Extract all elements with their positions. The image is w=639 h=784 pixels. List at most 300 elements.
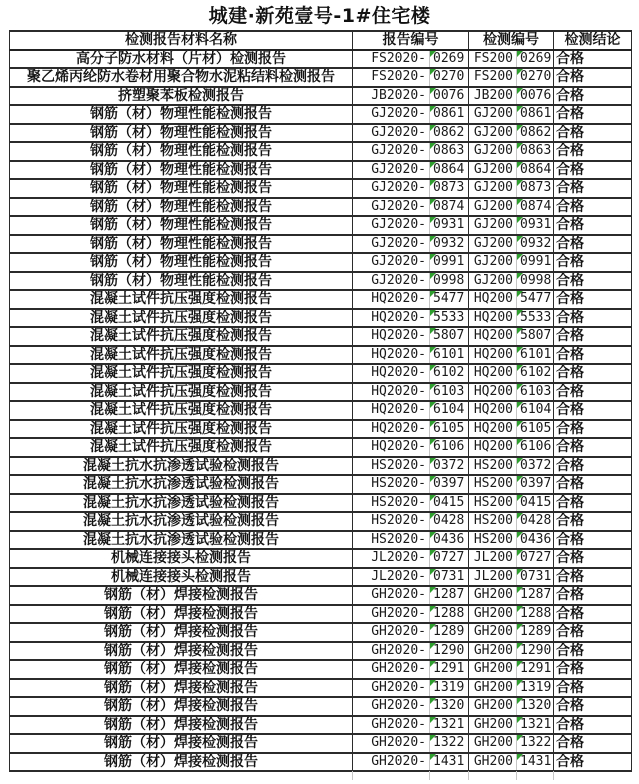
report-no-prefix-cell[interactable]: HS2020- <box>353 475 430 494</box>
report-no-prefix-cell[interactable]: GH2020- <box>353 734 430 753</box>
report-no-suffix-text: 1319 <box>433 679 465 695</box>
material-name-cell[interactable]: 钢筋（材）物理性能检测报告 <box>10 161 353 180</box>
result-cell[interactable]: 合格 <box>554 383 632 402</box>
test-no-suffix-text: 5807 <box>520 328 552 343</box>
report-no-prefix-cell[interactable]: GJ2020- <box>353 198 430 217</box>
report-no-prefix-cell[interactable]: JL2020- <box>353 549 430 568</box>
material-name-cell[interactable]: 混凝土试件抗压强度检测报告 <box>10 383 353 402</box>
test-no-suffix-cell[interactable] <box>517 253 554 272</box>
report-no-suffix-cell[interactable] <box>430 235 469 254</box>
test-no-suffix-text: 0428 <box>520 513 552 528</box>
error-indicator-icon <box>430 606 436 612</box>
report-no-prefix-cell[interactable]: HQ2020- <box>353 309 430 328</box>
report-no-suffix-cell[interactable] <box>430 438 469 457</box>
material-name-cell[interactable]: 混凝土抗水抗渗透试验检测报告 <box>10 475 353 494</box>
report-no-suffix-cell[interactable] <box>430 87 469 106</box>
material-name-cell[interactable]: 钢筋（材）物理性能检测报告 <box>10 216 353 235</box>
test-no-prefix-cell[interactable]: GJ200 <box>469 253 517 272</box>
test-no-prefix-cell[interactable]: GH200 <box>469 660 517 679</box>
test-no-suffix-cell[interactable] <box>517 549 554 568</box>
report-no-suffix-cell[interactable] <box>430 346 469 365</box>
error-indicator-icon <box>430 365 436 371</box>
result-cell[interactable]: 合格 <box>554 364 632 383</box>
report-no-suffix-cell[interactable] <box>430 179 469 198</box>
result-cell[interactable]: 合格 <box>554 105 632 124</box>
test-no-suffix-cell[interactable] <box>517 383 554 402</box>
result-cell[interactable]: 合格 <box>554 50 632 69</box>
report-no-suffix-cell[interactable] <box>430 716 469 735</box>
result-cell[interactable]: 合格 <box>554 716 632 735</box>
test-no-prefix-cell[interactable]: GJ200 <box>469 142 517 161</box>
test-no-prefix-cell[interactable]: GJ200 <box>469 272 517 291</box>
test-no-suffix-text: 0270 <box>520 69 552 84</box>
material-name-cell[interactable]: 钢筋（材）物理性能检测报告 <box>10 124 353 143</box>
result-cell[interactable]: 合格 <box>554 457 632 476</box>
report-no-suffix-text: 1289 <box>433 624 465 639</box>
test-no-suffix-cell[interactable] <box>517 438 554 457</box>
report-no-suffix-cell[interactable] <box>430 105 469 124</box>
report-no-prefix-cell[interactable]: HQ2020- <box>353 401 430 420</box>
test-no-prefix-cell[interactable]: HS200 <box>469 531 517 550</box>
test-no-suffix-text: 0931 <box>520 217 552 232</box>
test-no-suffix-cell[interactable] <box>517 531 554 550</box>
material-name-cell[interactable]: 聚乙烯丙纶防水卷材用聚合物水泥粘结料检测报告 <box>10 68 353 87</box>
report-no-suffix-cell[interactable] <box>430 457 469 476</box>
report-no-prefix-cell[interactable]: HQ2020- <box>353 383 430 402</box>
col-header-test-no[interactable]: 检测编号 <box>469 31 554 50</box>
test-no-suffix-cell[interactable] <box>517 494 554 513</box>
test-no-suffix-cell[interactable] <box>517 623 554 642</box>
report-no-prefix-cell[interactable]: GJ2020- <box>353 253 430 272</box>
report-no-suffix-text: 6105 <box>433 420 465 436</box>
test-no-prefix-cell[interactable]: HQ200 <box>469 438 517 457</box>
test-no-suffix-cell[interactable] <box>517 660 554 679</box>
report-no-suffix-cell[interactable] <box>430 290 469 309</box>
test-no-prefix-cell[interactable]: GH200 <box>469 716 517 735</box>
test-no-prefix-cell[interactable]: GJ200 <box>469 235 517 254</box>
test-no-suffix-cell[interactable] <box>517 50 554 69</box>
material-name-cell[interactable]: 混凝土试件抗压强度检测报告 <box>10 420 353 439</box>
table-row <box>10 660 632 679</box>
result-cell[interactable]: 合格 <box>554 179 632 198</box>
report-no-prefix-cell[interactable]: HQ2020- <box>353 290 430 309</box>
error-indicator-icon <box>430 569 436 575</box>
result-cell[interactable]: 合格 <box>554 272 632 291</box>
result-cell[interactable]: 合格 <box>554 87 632 106</box>
report-no-prefix-cell[interactable]: GH2020- <box>353 623 430 642</box>
report-no-prefix-cell[interactable]: HS2020- <box>353 512 430 531</box>
test-no-suffix-cell[interactable] <box>517 475 554 494</box>
error-indicator-icon <box>517 476 523 482</box>
result-cell[interactable]: 合格 <box>554 420 632 439</box>
test-no-suffix-cell[interactable] <box>517 105 554 124</box>
error-indicator-icon <box>430 328 436 334</box>
material-name-cell[interactable]: 钢筋（材）焊接检测报告 <box>10 605 353 624</box>
test-no-suffix-cell[interactable] <box>517 679 554 698</box>
report-no-prefix-cell[interactable]: GH2020- <box>353 660 430 679</box>
result-cell[interactable]: 合格 <box>554 216 632 235</box>
material-name-cell[interactable]: 机械连接接头检测报告 <box>10 549 353 568</box>
test-no-prefix-cell[interactable]: JL200 <box>469 568 517 587</box>
test-no-prefix-cell[interactable]: GJ200 <box>469 179 517 198</box>
result-cell[interactable]: 合格 <box>554 253 632 272</box>
error-indicator-icon <box>430 458 436 464</box>
result-cell[interactable]: 合格 <box>554 327 632 346</box>
table-row <box>10 253 632 272</box>
test-no-suffix-cell[interactable] <box>517 124 554 143</box>
report-no-suffix-cell[interactable] <box>430 401 469 420</box>
test-no-prefix-cell[interactable]: GJ200 <box>469 105 517 124</box>
test-no-prefix-cell[interactable]: FS200 <box>469 50 517 69</box>
result-cell[interactable]: 合格 <box>554 531 632 550</box>
result-cell[interactable]: 合格 <box>554 568 632 587</box>
report-no-suffix-cell[interactable] <box>430 420 469 439</box>
test-no-prefix-cell[interactable]: FS200 <box>469 68 517 87</box>
error-indicator-icon <box>430 347 436 353</box>
test-no-suffix-text: 5477 <box>520 291 552 306</box>
test-no-prefix-cell[interactable]: GH200 <box>469 753 517 772</box>
test-no-prefix-cell[interactable]: GH200 <box>469 697 517 716</box>
result-cell[interactable]: 合格 <box>554 161 632 180</box>
material-name-cell[interactable]: 钢筋（材）焊接检测报告 <box>10 753 353 772</box>
table-row <box>10 68 632 87</box>
test-no-suffix-cell[interactable] <box>517 457 554 476</box>
result-cell[interactable]: 合格 <box>554 697 632 716</box>
material-name-cell[interactable]: 机械连接接头检测报告 <box>10 568 353 587</box>
result-cell[interactable]: 合格 <box>554 198 632 217</box>
report-no-prefix-cell[interactable]: GH2020- <box>353 605 430 624</box>
material-name-cell[interactable]: 高分子防水材料（片材）检测报告 <box>10 50 353 69</box>
test-no-suffix-cell[interactable] <box>517 420 554 439</box>
material-name-cell[interactable]: 混凝土试件抗压强度检测报告 <box>10 309 353 328</box>
error-indicator-icon <box>517 88 523 94</box>
test-no-prefix-cell[interactable]: HS200 <box>469 475 517 494</box>
report-no-suffix-text: 1290 <box>433 642 465 658</box>
error-indicator-icon <box>517 550 523 556</box>
report-no-prefix-cell[interactable]: HS2020- <box>353 531 430 550</box>
report-no-suffix-cell[interactable] <box>430 512 469 531</box>
test-no-suffix-cell[interactable] <box>517 734 554 753</box>
result-cell[interactable]: 合格 <box>554 660 632 679</box>
report-no-prefix-cell[interactable]: GJ2020- <box>353 235 430 254</box>
result-cell[interactable]: 合格 <box>554 549 632 568</box>
table-row <box>10 512 632 531</box>
error-indicator-icon <box>430 199 436 205</box>
result-cell[interactable]: 合格 <box>554 586 632 605</box>
test-no-suffix-cell[interactable] <box>517 290 554 309</box>
report-no-prefix-cell[interactable]: HQ2020- <box>353 438 430 457</box>
test-no-prefix-cell[interactable]: GJ200 <box>469 124 517 143</box>
material-name-cell[interactable]: 混凝土试件抗压强度检测报告 <box>10 327 353 346</box>
result-cell[interactable]: 合格 <box>554 235 632 254</box>
test-no-prefix-cell[interactable]: HQ200 <box>469 309 517 328</box>
material-name-cell[interactable]: 钢筋（材）焊接检测报告 <box>10 679 353 698</box>
test-no-prefix-cell[interactable]: HS200 <box>469 494 517 513</box>
test-no-prefix-cell[interactable]: HQ200 <box>469 327 517 346</box>
report-no-suffix-text: 0731 <box>433 568 465 584</box>
test-no-suffix-cell[interactable] <box>517 346 554 365</box>
table-row <box>10 87 632 106</box>
test-no-prefix-cell[interactable]: GJ200 <box>469 198 517 217</box>
material-name-cell[interactable]: 钢筋（材）物理性能检测报告 <box>10 105 353 124</box>
result-cell[interactable]: 合格 <box>554 753 632 772</box>
test-no-prefix-cell[interactable]: GH200 <box>469 623 517 642</box>
report-no-suffix-cell[interactable] <box>430 660 469 679</box>
error-indicator-icon <box>430 439 436 445</box>
report-no-prefix-cell[interactable]: FS2020- <box>353 68 430 87</box>
result-cell[interactable]: 合格 <box>554 623 632 642</box>
test-no-suffix-text: 0436 <box>520 531 552 547</box>
test-no-suffix-cell[interactable] <box>517 235 554 254</box>
test-no-prefix-cell[interactable]: HQ200 <box>469 346 517 365</box>
report-no-suffix-cell[interactable] <box>430 549 469 568</box>
error-indicator-icon <box>430 291 436 297</box>
test-no-prefix-cell[interactable]: GH200 <box>469 605 517 624</box>
material-name-cell[interactable]: 钢筋（材）焊接检测报告 <box>10 642 353 661</box>
test-no-suffix-text: 0731 <box>520 568 552 584</box>
material-name-cell[interactable]: 混凝土抗水抗渗透试验检测报告 <box>10 531 353 550</box>
test-no-prefix-cell[interactable]: HQ200 <box>469 420 517 439</box>
test-no-suffix-cell[interactable] <box>517 716 554 735</box>
page-title: 城建·新苑壹号-1#住宅楼 <box>208 5 431 27</box>
error-indicator-icon <box>430 273 436 279</box>
report-no-suffix-cell[interactable] <box>430 475 469 494</box>
report-no-suffix-text: 6102 <box>433 365 465 380</box>
test-no-suffix-cell[interactable] <box>517 642 554 661</box>
report-no-prefix-cell[interactable]: HQ2020- <box>353 327 430 346</box>
result-cell[interactable]: 合格 <box>554 290 632 309</box>
test-no-suffix-cell[interactable] <box>517 68 554 87</box>
material-name-cell[interactable]: 混凝土试件抗压强度检测报告 <box>10 438 353 457</box>
report-no-suffix-cell[interactable] <box>430 568 469 587</box>
result-cell[interactable]: 合格 <box>554 124 632 143</box>
material-name-cell[interactable]: 混凝土试件抗压强度检测报告 <box>10 401 353 420</box>
error-indicator-icon <box>517 384 523 390</box>
test-no-suffix-cell[interactable] <box>517 697 554 716</box>
report-no-suffix-text: 1291 <box>433 661 465 676</box>
table-row <box>10 198 632 217</box>
report-no-suffix-cell[interactable] <box>430 272 469 291</box>
test-no-prefix-cell[interactable]: JB200 <box>469 87 517 106</box>
test-no-suffix-cell[interactable] <box>517 179 554 198</box>
result-cell[interactable]: 合格 <box>554 142 632 161</box>
report-no-prefix-cell[interactable]: GH2020- <box>353 697 430 716</box>
report-no-prefix-cell[interactable]: GH2020- <box>353 716 430 735</box>
material-name-cell[interactable]: 钢筋（材）物理性能检测报告 <box>10 235 353 254</box>
test-no-suffix-cell[interactable] <box>517 87 554 106</box>
material-name-cell[interactable]: 钢筋（材）焊接检测报告 <box>10 660 353 679</box>
table-row <box>10 605 632 624</box>
material-name-cell[interactable]: 钢筋（材）物理性能检测报告 <box>10 142 353 161</box>
test-no-suffix-text: 0397 <box>520 476 552 491</box>
error-indicator-icon <box>517 643 523 649</box>
test-no-prefix-cell[interactable]: JL200 <box>469 549 517 568</box>
error-indicator-icon <box>430 254 436 260</box>
test-no-prefix-cell[interactable]: HS200 <box>469 512 517 531</box>
report-no-suffix-text: 0436 <box>433 531 465 547</box>
report-no-prefix-cell[interactable]: HQ2020- <box>353 364 430 383</box>
test-no-suffix-cell[interactable] <box>517 605 554 624</box>
material-name-cell[interactable]: 混凝土试件抗压强度检测报告 <box>10 346 353 365</box>
report-no-prefix-cell[interactable]: GJ2020- <box>353 216 430 235</box>
report-no-suffix-cell[interactable] <box>430 734 469 753</box>
test-no-prefix-cell[interactable]: HQ200 <box>469 364 517 383</box>
report-no-prefix-cell[interactable]: GJ2020- <box>353 142 430 161</box>
result-cell[interactable]: 合格 <box>554 642 632 661</box>
error-indicator-icon <box>430 680 436 686</box>
report-no-suffix-cell[interactable] <box>430 253 469 272</box>
material-name-cell[interactable]: 混凝土抗水抗渗透试验检测报告 <box>10 512 353 531</box>
report-no-suffix-cell[interactable] <box>430 586 469 605</box>
report-no-suffix-text: 5807 <box>433 328 465 343</box>
test-no-suffix-text: 6101 <box>520 346 552 362</box>
gridline-stub <box>429 771 430 780</box>
report-no-suffix-text: 0269 <box>433 50 465 66</box>
report-no-suffix-cell[interactable] <box>430 753 469 772</box>
report-no-prefix-cell[interactable]: GH2020- <box>353 753 430 772</box>
error-indicator-icon <box>517 569 523 575</box>
test-no-suffix-cell[interactable] <box>517 309 554 328</box>
test-no-suffix-text: 0932 <box>520 235 552 251</box>
report-no-suffix-cell[interactable] <box>430 142 469 161</box>
report-no-prefix-cell[interactable]: GH2020- <box>353 642 430 661</box>
report-no-prefix-cell[interactable]: JL2020- <box>353 568 430 587</box>
test-no-prefix-cell[interactable]: HQ200 <box>469 290 517 309</box>
report-no-suffix-cell[interactable] <box>430 383 469 402</box>
test-no-prefix-cell[interactable]: GJ200 <box>469 216 517 235</box>
report-no-prefix-cell[interactable]: JB2020- <box>353 87 430 106</box>
result-cell[interactable]: 合格 <box>554 309 632 328</box>
report-no-suffix-cell[interactable] <box>430 50 469 69</box>
test-no-suffix-text: 5533 <box>520 309 552 325</box>
report-no-prefix-cell[interactable]: HS2020- <box>353 457 430 476</box>
report-no-suffix-cell[interactable] <box>430 364 469 383</box>
report-no-suffix-cell[interactable] <box>430 679 469 698</box>
result-cell[interactable]: 合格 <box>554 734 632 753</box>
col-header-material-name[interactable]: 检测报告材料名称 <box>10 31 353 50</box>
report-no-prefix-cell[interactable]: FS2020- <box>353 50 430 69</box>
result-cell[interactable]: 合格 <box>554 475 632 494</box>
report-no-prefix-cell[interactable]: GJ2020- <box>353 105 430 124</box>
report-no-suffix-text: 0397 <box>433 476 465 491</box>
error-indicator-icon <box>517 680 523 686</box>
test-no-suffix-cell[interactable] <box>517 272 554 291</box>
test-no-prefix-cell[interactable]: GH200 <box>469 734 517 753</box>
test-no-prefix-cell[interactable]: HQ200 <box>469 383 517 402</box>
test-no-suffix-cell[interactable] <box>517 198 554 217</box>
result-cell[interactable]: 合格 <box>554 605 632 624</box>
report-no-suffix-cell[interactable] <box>430 605 469 624</box>
material-name-cell[interactable]: 钢筋（材）物理性能检测报告 <box>10 253 353 272</box>
material-name-cell[interactable]: 钢筋（材）焊接检测报告 <box>10 586 353 605</box>
report-no-suffix-cell[interactable] <box>430 198 469 217</box>
test-no-suffix-cell[interactable] <box>517 142 554 161</box>
test-no-prefix-cell[interactable]: GH200 <box>469 679 517 698</box>
material-name-cell[interactable]: 钢筋（材）焊接检测报告 <box>10 716 353 735</box>
material-name-cell[interactable]: 钢筋（材）焊接检测报告 <box>10 697 353 716</box>
report-no-prefix-cell[interactable]: HS2020- <box>353 494 430 513</box>
report-no-prefix-cell[interactable]: GH2020- <box>353 586 430 605</box>
result-cell[interactable]: 合格 <box>554 438 632 457</box>
material-name-cell[interactable]: 混凝土抗水抗渗透试验检测报告 <box>10 494 353 513</box>
report-no-suffix-cell[interactable] <box>430 327 469 346</box>
material-name-cell[interactable]: 混凝土试件抗压强度检测报告 <box>10 290 353 309</box>
test-no-suffix-cell[interactable] <box>517 216 554 235</box>
report-no-prefix-cell[interactable]: GH2020- <box>353 679 430 698</box>
error-indicator-icon <box>430 421 436 427</box>
test-no-suffix-text: 1321 <box>520 716 552 732</box>
result-cell[interactable]: 合格 <box>554 68 632 87</box>
report-no-suffix-cell[interactable] <box>430 642 469 661</box>
test-no-suffix-cell[interactable] <box>517 401 554 420</box>
result-cell[interactable]: 合格 <box>554 679 632 698</box>
col-header-result[interactable]: 检测结论 <box>554 31 632 50</box>
table-row <box>10 50 632 69</box>
report-no-suffix-cell[interactable] <box>430 68 469 87</box>
report-no-suffix-cell[interactable] <box>430 494 469 513</box>
material-name-cell[interactable]: 钢筋（材）焊接检测报告 <box>10 734 353 753</box>
result-cell[interactable]: 合格 <box>554 494 632 513</box>
material-name-cell[interactable]: 钢筋（材）物理性能检测报告 <box>10 272 353 291</box>
result-cell[interactable]: 合格 <box>554 401 632 420</box>
report-no-suffix-cell[interactable] <box>430 531 469 550</box>
test-no-suffix-cell[interactable] <box>517 586 554 605</box>
error-indicator-icon <box>430 698 436 704</box>
test-no-suffix-cell[interactable] <box>517 161 554 180</box>
test-no-suffix-cell[interactable] <box>517 753 554 772</box>
test-no-prefix-cell[interactable]: HS200 <box>469 457 517 476</box>
test-no-suffix-cell[interactable] <box>517 568 554 587</box>
report-no-prefix-cell[interactable]: HQ2020- <box>353 420 430 439</box>
test-no-suffix-cell[interactable] <box>517 364 554 383</box>
report-no-suffix-cell[interactable] <box>430 309 469 328</box>
table-row <box>10 235 632 254</box>
report-no-suffix-cell[interactable] <box>430 623 469 642</box>
report-no-prefix-cell[interactable]: GJ2020- <box>353 272 430 291</box>
test-no-prefix-cell[interactable]: GH200 <box>469 642 517 661</box>
error-indicator-icon <box>430 717 436 723</box>
test-no-prefix-cell[interactable]: GH200 <box>469 586 517 605</box>
report-no-prefix-cell[interactable]: GJ2020- <box>353 179 430 198</box>
material-name-cell[interactable]: 钢筋（材）焊接检测报告 <box>10 623 353 642</box>
test-no-suffix-cell[interactable] <box>517 327 554 346</box>
report-no-suffix-cell[interactable] <box>430 216 469 235</box>
col-header-report-no[interactable]: 报告编号 <box>353 31 469 50</box>
report-no-suffix-cell[interactable] <box>430 124 469 143</box>
material-name-cell[interactable]: 混凝土抗水抗渗透试验检测报告 <box>10 457 353 476</box>
result-cell[interactable]: 合格 <box>554 346 632 365</box>
error-indicator-icon <box>517 51 523 57</box>
table-row <box>10 697 632 716</box>
report-no-prefix-cell[interactable]: GJ2020- <box>353 161 430 180</box>
error-indicator-icon <box>430 236 436 242</box>
report-no-suffix-text: 0874 <box>433 198 465 214</box>
test-no-prefix-cell[interactable]: HQ200 <box>469 401 517 420</box>
report-no-suffix-cell[interactable] <box>430 161 469 180</box>
material-name-cell[interactable]: 混凝土试件抗压强度检测报告 <box>10 364 353 383</box>
material-name-cell[interactable]: 钢筋（材）物理性能检测报告 <box>10 198 353 217</box>
table-row <box>10 438 632 457</box>
report-no-prefix-cell[interactable]: GJ2020- <box>353 124 430 143</box>
report-no-suffix-cell[interactable] <box>430 697 469 716</box>
material-name-cell[interactable]: 挤塑聚苯板检测报告 <box>10 87 353 106</box>
material-name-cell[interactable]: 钢筋（材）物理性能检测报告 <box>10 179 353 198</box>
result-cell[interactable]: 合格 <box>554 512 632 531</box>
report-no-prefix-cell[interactable]: HQ2020- <box>353 346 430 365</box>
test-no-suffix-cell[interactable] <box>517 512 554 531</box>
error-indicator-icon <box>517 199 523 205</box>
test-no-prefix-cell[interactable]: GJ200 <box>469 161 517 180</box>
